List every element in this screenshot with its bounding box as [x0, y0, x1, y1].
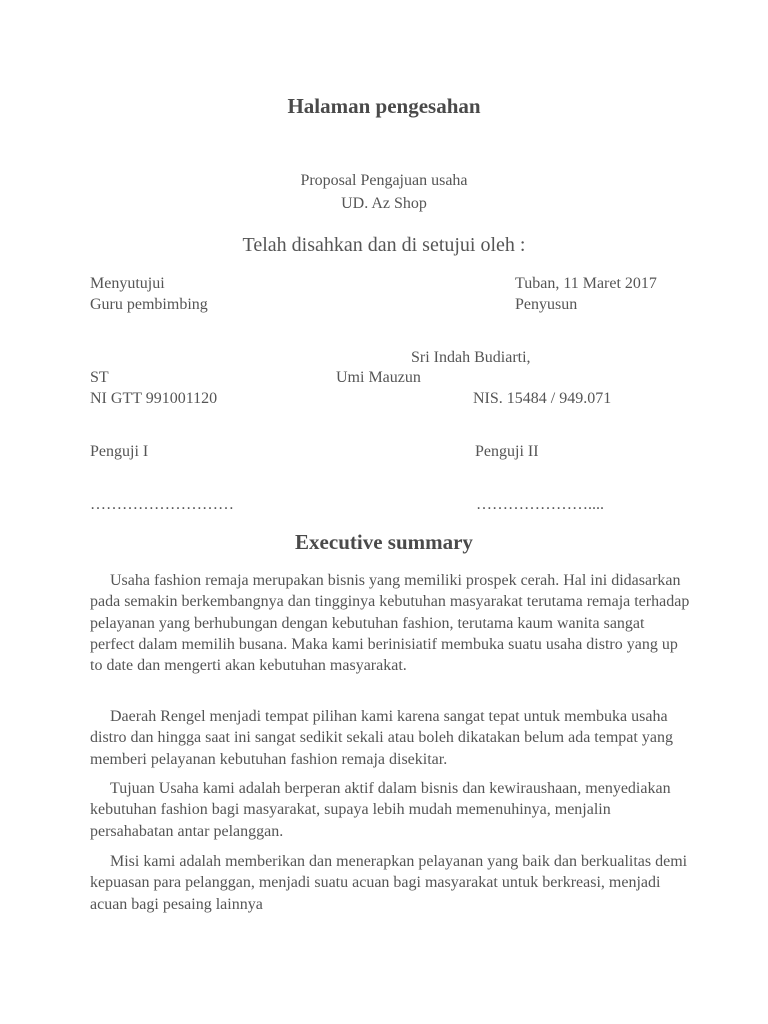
- approver-label: Menyutujui: [90, 275, 165, 292]
- advisor-name: Sri Indah Budiarti,: [411, 349, 531, 366]
- approval-statement: Telah disahkan dan di setujui oleh :: [242, 234, 526, 256]
- section-heading: Executive summary: [295, 530, 473, 554]
- page-title: Halaman pengesahan: [287, 94, 481, 118]
- examiner-1-signature-line: ………………………: [90, 496, 234, 513]
- author-name: Umi Mauzun: [336, 369, 421, 386]
- paragraph-3-text: Tujuan Usaha kami adalah berperan aktif dalam bisnis dan kewiraushaan, menyediakan kebutuhan fashion bagi masyarakat, supaya lebih mudah memenuhinya, menjalin persahabatan antar pelanggan.: [90, 780, 671, 840]
- examiner-1-label: Penguji I: [90, 443, 149, 460]
- examiner-2-signature-line: …………………....: [476, 496, 604, 513]
- author-role: Penyusun: [515, 296, 578, 313]
- place-date: Tuban, 11 Maret 2017: [515, 275, 657, 292]
- paragraph-4-text: Misi kami adalah memberikan dan menerapkan pelayanan yang baik dan berkualitas demi kepuasan para pelanggan, menjadi suatu acuan bagi masyarakat untuk berkreasi, menjadi acuan bagi pesaing lainnya: [90, 853, 688, 913]
- paragraph-3: [90, 778, 690, 842]
- advisor-role: Guru pembimbing: [90, 296, 208, 313]
- paragraph-1-text: Usaha fashion remaja merupakan bisnis yang memiliki prospek cerah. Hal ini didasarkan pada semakin berkembangnya dan tingginya kebutuhan masyarakat terutama remaja terhadap pelayanan yang berhubungan dengan kebutuhan fashion, terutama kaum wanita sangat perfect dalam memilih busana. Maka kami berinisiatif membuka suatu usaha distro yang up to date dan mengerti akan kebutuhan masyarakat.: [90, 572, 690, 675]
- examiner-2-label: Penguji II: [475, 443, 539, 460]
- author-id: NIS. 15484 / 949.071: [473, 390, 612, 407]
- business-name: UD. Az Shop: [341, 195, 427, 212]
- paragraph-4: [90, 851, 690, 915]
- paragraph-2-text: Daerah Rengel menjadi tempat pilihan kami karena sangat tepat untuk membuka usaha distro dan hingga saat ini sangat sedikit sekali atau boleh dikatakan belum ada tempat yang memberi pelayanan kebutuhan fashion remaja disekitar.: [90, 708, 673, 768]
- paragraph-2: [90, 706, 690, 770]
- proposal-title: Proposal Pengajuan usaha: [300, 172, 468, 189]
- advisor-title: ST: [90, 369, 109, 386]
- paragraph-1: [90, 570, 690, 676]
- advisor-id: NI GTT 991001120: [90, 390, 218, 407]
